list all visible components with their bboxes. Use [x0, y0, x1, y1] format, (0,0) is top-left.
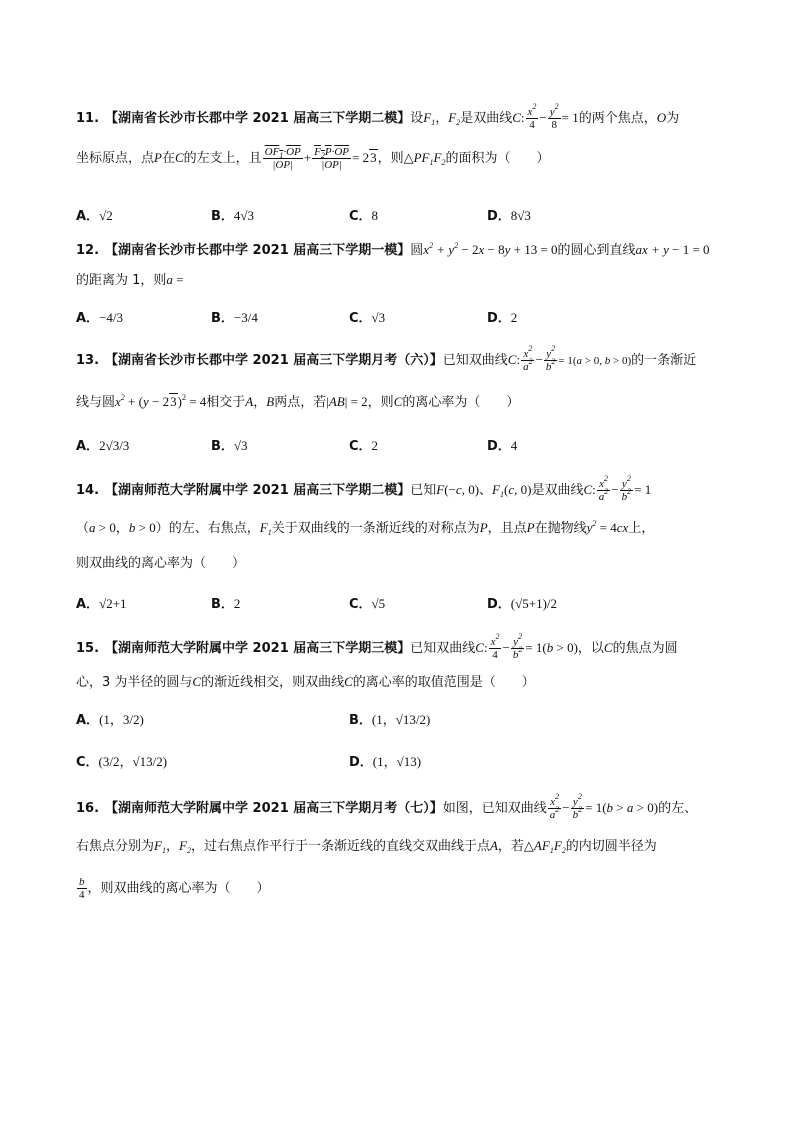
question-13-line-1: 13. 【湖南省长沙市长郡中学 2021 届高三下学期月考（六）】已知双曲线C: $\frac{x^2}{a^2}$ − $\frac{y^2}{b^2}$ = 1(a > 0, b > 0)的一条渐近	[76, 344, 697, 373]
question-16-line-3: $\frac{b}{4}$ ，则双曲线的离心率为（ ）	[79, 876, 270, 901]
question-11-line-1: 11. 【湖南省长沙市长郡中学 2021 届高三下学期二模】设$F_1$，$F_2$是双曲线C: $\frac{x^2}{4}$ − $\frac{y^2}{8}$ = 1的两个焦点，O为	[76, 102, 680, 131]
option-d: D．2	[487, 310, 518, 326]
option-d: D．(√5+1)/2	[487, 596, 558, 612]
question-11-line-2: 坐标原点，点P在C的左支上，且 $\frac{OF_1\cdot\overline{OP}}{|\overline{OP}|}$ + $\frac{F_2P\cdot\overline{OP}}{|\overline{OP}|}$ = 23，则$\triangle PF_1F_2$的面积为（ ）	[76, 146, 550, 171]
option-b: B．(1，√13/2)	[349, 712, 431, 728]
option-c: C．8	[349, 208, 379, 224]
option-b: B．√3	[211, 438, 248, 454]
question-12-line-2: 的距离为 1，则a =	[76, 272, 184, 288]
question-12-line-1: 12. 【湖南省长沙市长郡中学 2021 届高三下学期一模】圆$x^2 + y^2 - 2x - 8y + 13 = 0$的圆心到直线ax + y − 1 = 0	[76, 241, 710, 258]
option-b: B．2	[211, 596, 241, 612]
question-14-line-3: 则双曲线的离心率为（ ）	[76, 556, 246, 571]
option-a: A．−4/3	[76, 310, 124, 326]
question-16-line-2: 右焦点分别为$F_1$，$F_2$，过右焦点作平行于一条渐近线的直线交双曲线于点A，若$\triangle AF_1F_2$的内切圆半径为	[76, 838, 657, 855]
option-a: A．√2	[76, 208, 113, 224]
question-14-line-2: （a > 0，b > 0）的左、右焦点，$F_1$关于双曲线的一条渐近线的对称点为P，且点P在抛物线$y^2 = 4cx$上，	[76, 519, 655, 537]
option-a: A．√2+1	[76, 596, 127, 612]
question-source: 【湖南省长沙市长郡中学 2021 届高三下学期二模】	[105, 111, 411, 126]
question-15-line-2: 心，3 为半径的圆与C的渐近线相交，则双曲线C的离心率的取值范围是（ ）	[76, 674, 535, 690]
option-b: B．−3/4	[211, 310, 258, 326]
option-c: C．√5	[349, 596, 386, 612]
option-d: D．(1，√13)	[349, 754, 422, 770]
option-c: C．2	[349, 438, 379, 454]
question-14-line-1: 14. 【湖南师范大学附属中学 2021 届高三下学期二模】已知F(−c, 0)、$F_1(c$, 0)是双曲线C: $\frac{x^2}{a^2}$ − $\frac{y^2}{b^2}$ = 1	[76, 474, 652, 503]
question-13-line-2: 线与圆$x^2 + (y - 23)^2 = 4$相交于A，B两点，若|AB| = 2，则C的离心率为（ ）	[76, 393, 520, 410]
option-c: C．√3	[349, 310, 386, 326]
option-b: B．4√3	[211, 208, 255, 224]
option-d: D．8√3	[487, 208, 531, 224]
option-d: D．4	[487, 438, 518, 454]
option-a: A．2√3/3	[76, 438, 130, 454]
question-number: 11.	[76, 111, 100, 126]
question-16-line-1: 16. 【湖南师范大学附属中学 2021 届高三下学期月考（七）】如图，已知双曲线 $\frac{x^2}{a^2}$ − $\frac{y^2}{b^2}$ = 1(b > a > 0)的左、	[76, 792, 698, 821]
question-15-line-1: 15. 【湖南师范大学附属中学 2021 届高三下学期三模】已知双曲线C: $\frac{x^2}{4}$ − $\frac{y^2}{b^2}$ = 1(b > 0)，以C的焦点为圆	[76, 632, 678, 661]
option-c: C．(3/2，√13/2)	[76, 754, 168, 770]
option-a: A．(1，3/2)	[76, 712, 144, 728]
